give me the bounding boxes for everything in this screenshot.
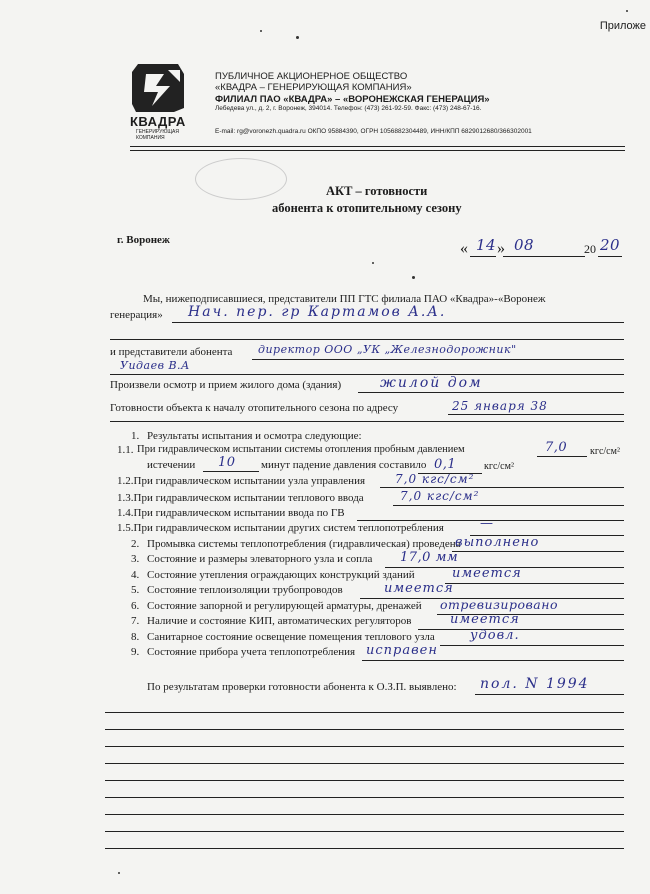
item-7-value: имеется: [450, 612, 520, 627]
org-line-2: «КВАДРА – ГЕНЕРИРУЮЩАЯ КОМПАНИЯ»: [215, 82, 412, 93]
blank-line: [105, 763, 624, 764]
item-2-text: Промывка системы теплопотребления (гидравлическая) проведена: [147, 538, 461, 550]
item-1-2-value: 7,0 кгс/см²: [395, 472, 475, 486]
item-1-4-text: 1.4.При гидравлическом испытании ввода по ГВ: [117, 507, 345, 519]
logo-text: КВАДРА: [130, 114, 186, 129]
subscriber-name-handwritten: Уидаев В.А: [120, 359, 190, 372]
item-3-text: Состояние и размеры элеваторного узла и сопла: [147, 553, 373, 565]
blank-line: [105, 712, 624, 713]
item-5-text: Состояние теплоизоляции трубопроводов: [147, 584, 343, 596]
item-3-num: 3.: [131, 553, 140, 565]
item-2-num: 2.: [131, 538, 140, 550]
date-year: 20: [600, 236, 621, 254]
item-1-1-pressure: 7,0: [545, 440, 568, 455]
blank-line: [105, 729, 624, 730]
address-handwritten: 25 января 38: [452, 399, 548, 413]
rep-handwritten: Нач. пер. гр Картамов А.А.: [188, 304, 447, 320]
header-divider: [130, 146, 625, 147]
item-1-5-value: —: [480, 516, 494, 531]
item-1-1-drop-label: минут падение давления составило: [261, 459, 427, 471]
item-1-1-text: При гидравлическом испытании системы отопления пробным давлением: [137, 444, 465, 455]
item-1-1-duration-label: истечении: [147, 459, 196, 471]
blank-line: [105, 848, 624, 849]
house-handwritten: жилой дом: [380, 375, 483, 391]
city: г. Воронеж: [117, 234, 170, 246]
item-9-num: 9.: [131, 646, 140, 658]
blank-line: [105, 746, 624, 747]
date-close-quote: »: [497, 240, 505, 257]
item-1-1-num: 1.1.: [117, 444, 134, 456]
item-4-num: 4.: [131, 569, 140, 581]
item-6-text: Состояние запорной и регулирующей арматуры, дренажей: [147, 600, 422, 612]
org-requisites: E-mail: rg@voronezh.quadra.ru ОКПО 95884390, ОГРН 1056882304489, ИНН/КПП 6829012680/366302001: [215, 128, 532, 135]
item-8-text: Санитарное состояние освещение помещения теплового узла: [147, 631, 435, 643]
item-1-3-text: 1.3.При гидравлическом испытании теплового ввода: [117, 492, 364, 504]
org-line-3: ФИЛИАЛ ПАО «КВАДРА» – «ВОРОНЕЖСКАЯ ГЕНЕРАЦИЯ»: [215, 94, 490, 105]
item-5-value: имеется: [384, 581, 454, 596]
date-year-prefix: 20: [584, 242, 596, 256]
blank-line: [105, 797, 624, 798]
item-6-value: отревизировано: [440, 597, 558, 612]
kvadra-logo: [128, 60, 188, 116]
date-open-quote: «: [460, 240, 468, 257]
appendix-label: Приложе: [599, 20, 646, 32]
conclusion-value: пол. N 1994: [480, 676, 590, 692]
conclusion-label: По результатам проверки готовности абонента к О.З.П. выявлено:: [147, 681, 457, 693]
item-3-value: 17,0 мм: [400, 550, 459, 565]
org-line-1: ПУБЛИЧНОЕ АКЦИОНЕРНОЕ ОБЩЕСТВО: [215, 71, 408, 82]
item-1-1-drop: 0,1: [434, 457, 457, 472]
item-4-text: Состояние утепления ограждающих конструкций зданий: [147, 569, 415, 581]
results-num: 1.: [131, 430, 140, 442]
date-day: 14: [476, 236, 497, 254]
item-5-num: 5.: [131, 584, 140, 596]
act-title: АКТ – готовности: [326, 184, 428, 198]
intro-text-2: генерация»: [110, 309, 163, 321]
item-9-value: исправен: [366, 643, 438, 658]
item-1-5-text: 1.5.При гидравлическом испытании других систем теплопотребления: [117, 522, 444, 534]
kvadra-logo-icon: [128, 60, 188, 116]
blank-line: [105, 831, 624, 832]
item-1-1-unit-2: кгс/см²: [484, 461, 514, 472]
blank-line: [105, 814, 624, 815]
item-1-2-text: 1.2.При гидравлическом испытании узла управления: [117, 475, 366, 487]
item-7-text: Наличие и состояние КИП, автоматических регуляторов: [147, 615, 412, 627]
item-7-num: 7.: [131, 615, 140, 627]
item-8-value: удовл.: [470, 628, 520, 643]
faded-stamp: [195, 158, 287, 200]
item-1-3-value: 7,0 кгс/см²: [400, 489, 480, 503]
subscriber-label: и представители абонента: [110, 346, 233, 358]
intro-text: Мы, нижеподписавшиеся, представители ПП ГТС филиала ПАО «Квадра»-«Воронеж: [143, 293, 546, 305]
item-2-value: выполнено: [455, 535, 540, 550]
item-1-1-unit: кгс/см²: [590, 446, 620, 457]
header-divider-2: [130, 150, 625, 151]
org-address: Лебедева ул., д. 2, г. Воронеж, 394014. Телефон: (473) 261-92-59. Факс: (473) 248-67-16.: [215, 105, 482, 112]
item-8-num: 8.: [131, 631, 140, 643]
item-6-num: 6.: [131, 600, 140, 612]
results-header: Результаты испытания и осмотра следующие:: [147, 430, 362, 442]
item-9-text: Состояние прибора учета теплопотребления: [147, 646, 356, 658]
date-month: 08: [514, 236, 535, 254]
item-1-1-minutes: 10: [218, 455, 236, 470]
act-subtitle: абонента к отопительному сезону: [272, 201, 462, 215]
item-4-value: имеется: [452, 566, 522, 581]
inspection-label: Произвели осмотр и прием жилого дома (здания): [110, 379, 342, 391]
subscriber-handwritten: директор ООО „УК „Железнодорожник": [258, 343, 517, 356]
address-label: Готовности объекта к началу отопительного сезона по адресу: [110, 402, 399, 414]
blank-line: [105, 780, 624, 781]
logo-subtext: ГЕНЕРИРУЮЩАЯ КОМПАНИЯ: [136, 129, 180, 141]
